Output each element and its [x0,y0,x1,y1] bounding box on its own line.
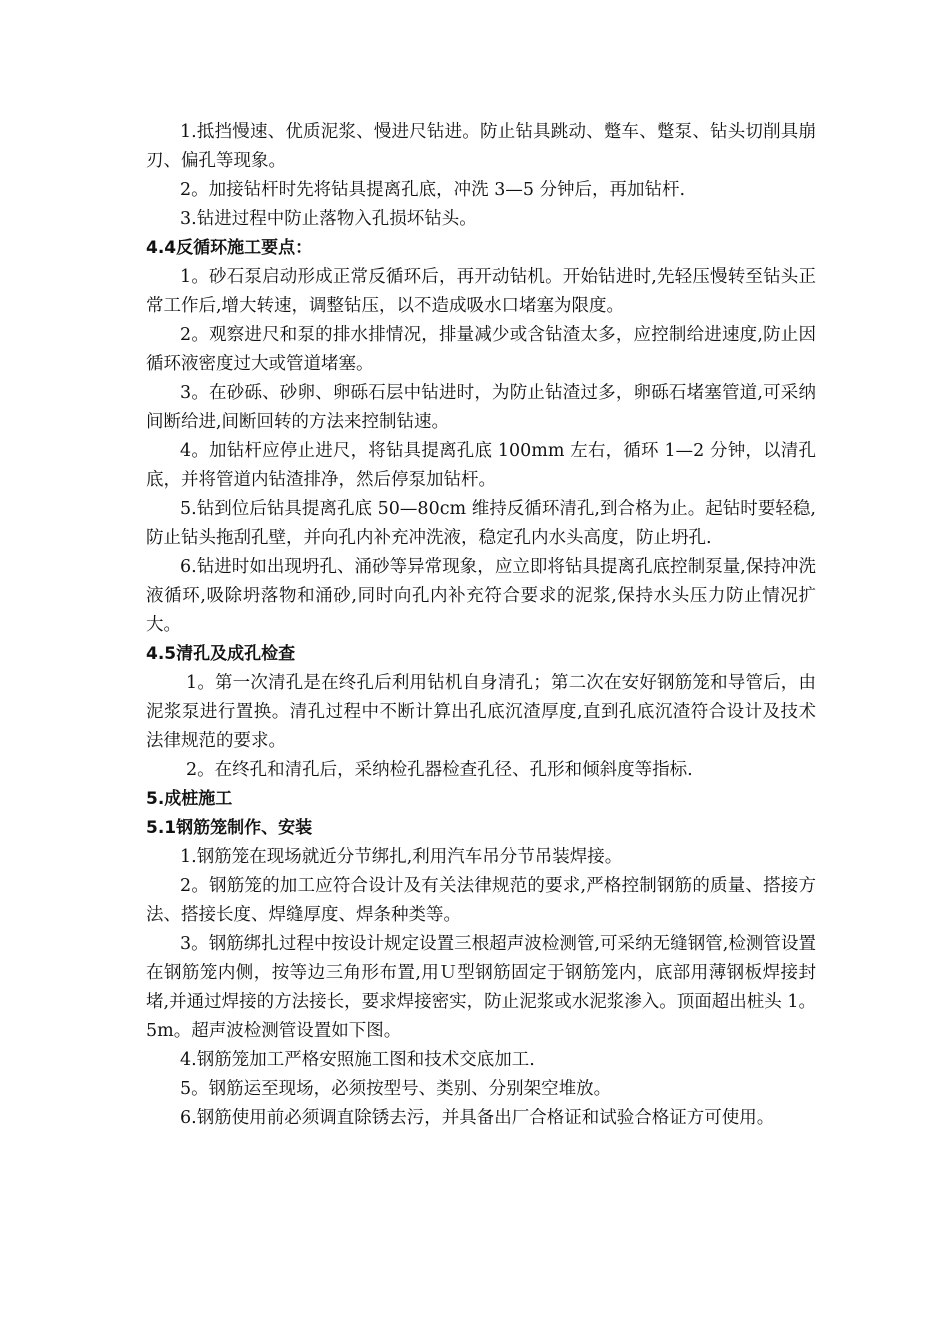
section-heading-5: 5.成桩施工 [146,789,233,809]
section-heading-4-5: 4.5清孔及成孔检查 [146,644,296,664]
paragraph-4-5-2: 2。在终孔和清孔后，采纳检孔器检查孔径、孔形和倾斜度等指标. [186,760,693,780]
paragraph-5-1-2: 2。钢筋笼的加工应符合设计及有关法律规范的要求,严格控制钢筋的质量、搭接方法、搭接长度、焊缝厚度、焊条种类等。 [146,876,816,925]
paragraph-4-4-3: 3。在砂砾、砂卵、卵砾石层中钻进时，为防止钻渣过多，卵砾石堵塞管道,可采纳间断给进,间断回转的方法来控制钻速。 [146,383,816,432]
paragraph-5-1-6: 6.钢筋使用前必须调直除锈去污，并具备出厂合格证和试验合格证方可使用。 [180,1108,775,1128]
paragraph-5-1-3: 3。钢筋绑扎过程中按设计规定设置三根超声波检测管,可采纳无缝钢管,检测管设置在钢筋笼内侧，按等边三角形布置,用Ｕ型钢筋固定于钢筋笼内，底部用薄钢板焊接封堵,并通过焊接的方法接长，要求焊接密实，防止泥浆或水泥浆渗入。顶面超出桩头 1。5m。超声波检测管设置如下图。 [146,934,816,1041]
paragraph-5-1-5: 5。钢筋运至现场，必须按型号、类别、分别架空堆放。 [180,1079,612,1099]
paragraph-4-4-5: 5.钻到位后钻具提离孔底 50—80cm 维持反循环清孔,到合格为止。起钻时要轻稳,防止钻头拖刮孔壁，并向孔内补充冲洗液，稳定孔内水头高度，防止坍孔. [146,499,816,548]
paragraph-4-4-2: 2。观察进尺和泵的排水排情况，排量减少或含钻渣太多，应控制给进速度,防止因循环液密度过大或管道堵塞。 [146,325,816,374]
paragraph-1: 1.抵挡慢速、优质泥浆、慢进尺钻进。防止钻具跳动、蹩车、蹩泵、钻头切削具崩刃、偏孔等现象。 [146,122,816,171]
section-heading-4-4: 4.4反循环施工要点： [146,238,313,258]
paragraph-3: 3.钻进过程中防止落物入孔损坏钻头。 [180,209,477,229]
paragraph-4-4-1: 1。砂石泵启动形成正常反循环后，再开动钻机。开始钻进时,先轻压慢转至钻头正常工作后,增大转速，调整钻压，以不造成吸水口堵塞为限度。 [146,267,816,316]
paragraph-4-5-1: 1。第一次清孔是在终孔后利用钻机自身清孔；第二次在安好钢筋笼和导管后，由泥浆泵进行置换。清孔过程中不断计算出孔底沉渣厚度,直到孔底沉渣符合设计及技术法律规范的要求。 [146,673,816,751]
document-body [146,118,816,1133]
paragraph-5-1-4: 4.钢筋笼加工严格安照施工图和技术交底加工. [180,1050,535,1070]
paragraph-4-4-4: 4。加钻杆应停止进尺，将钻具提离孔底 100mm 左右，循环 1—2 分钟，以清孔底，并将管道内钻渣排净，然后停泵加钻杆。 [146,441,816,490]
paragraph-5-1-1: 1.钢筋笼在现场就近分节绑扎,利用汽车吊分节吊装焊接。 [180,847,623,867]
section-heading-5-1: 5.1钢筋笼制作、安装 [146,818,313,838]
paragraph-2: 2。加接钻杆时先将钻具提离孔底，冲洗 3—5 分钟后，再加钻杆. [180,180,686,200]
paragraph-4-4-6: 6.钻进时如出现坍孔、涌砂等异常现象，应立即将钻具提离孔底控制泵量,保持冲洗液循环,吸除坍落物和涌砂,同时向孔内补充符合要求的泥浆,保持水头压力防止情况扩大。 [146,557,816,635]
